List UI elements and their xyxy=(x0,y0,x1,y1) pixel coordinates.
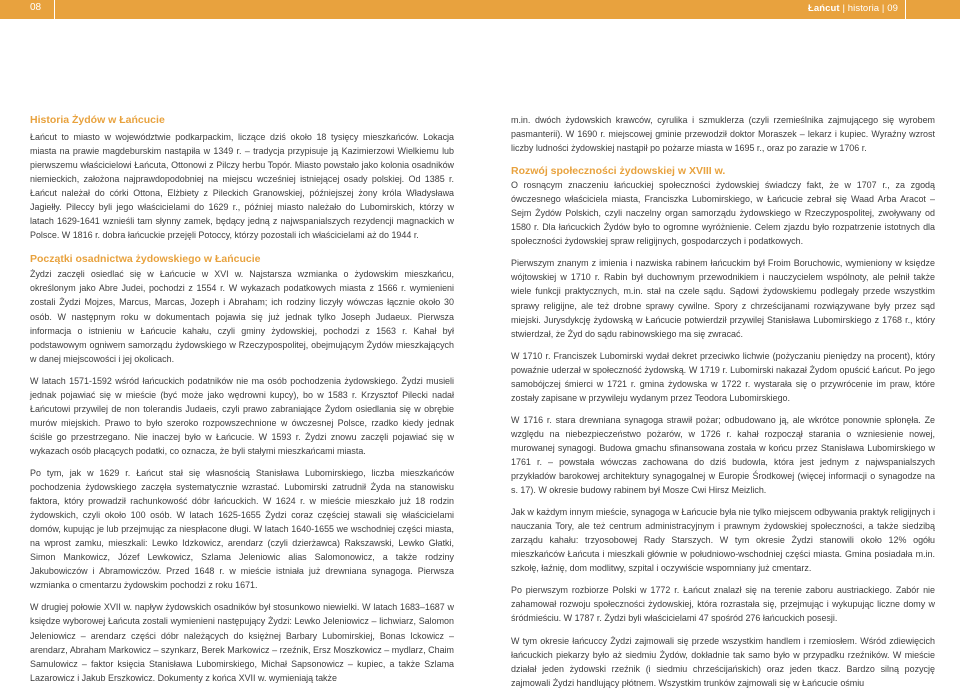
right-column xyxy=(511,113,935,690)
paragraph: Pierwszym znanym z imienia i nazwiska rabinem łańcuckim był Froim Boruchowic, wymieniony w księdze wójtowskiej w 1710 r. Rabin był duchownym przewodnikiem i nauczycielem wspólnoty, ale pełnił także wiele funkcji praktycznych, m.in. stał na czele sądu. Sądowi żydowskiemu podlegały przede wszystkim sprawy religijne, ale też drobne sprawy cywilne. Spory z chrześcijanami rozwiązywane były przez sąd miejski. Jurysdykcję żydowską w Łańcucie potwierdził przywilej Stanisława Lubomirskiego z 1768 r., który stwierdzał, że Żyd do sądu rabinowskiego ma się zwracać. xyxy=(511,258,935,339)
header-divider xyxy=(905,0,906,19)
paragraph: Po tym, jak w 1629 r. Łańcut stał się własnością Stanisława Lubomirskiego, liczba mieszkańców pochodzenia żydowskiego zaczęła systematycznie wzrastać. Lubomirski zatrudnił Żyda na stanowisku faktora, który prowadził rachunkowość dóbr łańcuckich. W 1624 r. w mieście mieszkało już 18 rodzin żydowskich, czyli około 100 osób. W latach 1625-1655 Żydzi coraz częściej stawali się właścicielami domów, kupując je lub przejmując za niespłacone długi. W latach 1640-1655 we wschodniej części miasta, na wprost zamku, mieszkali: Lewko Idzkowicz, arendarz (czyli dzierżawca) Rakszawski, Lewko Głatki, Simon Mankowicz, Józef Lewkowicz, Szlama Jeleniowic alias Salomonowicz, a także rodziny Jakubowiczów i Abramowiczów. Przed 1648 r. w mieście istniała już drewniana synagoga. Pierwsza wzmianka o cmentarzu żydowskim pochodzi z roku 1671. xyxy=(30,467,454,591)
paragraph: Po pierwszym rozbiorze Polski w 1772 r. Łańcut znalazł się na terenie zaboru austriackiego. Zabór nie zahamował rozwoju społeczności żydowskiej, która rozrastała się, przejmując i wykupując liczne domy w śródmieściu. W 1787 r. Żydzi byli właścicielami 47 spośród 276 łańcuckich posesji. xyxy=(511,585,935,624)
paragraph: W 1710 r. Franciszek Lubomirski wydał dekret przeciwko lichwie (pożyczaniu pieniędzy na procent), który powaźnie uderzał w społeczność żydowską. W 1719 r. Lubomirski nakazał Żydom opuścić Łańcut. Po jego samobójczej śmierci w 1721 r. gmina żydowska w 1722 r. wystarała się o przywrócenie im praw, które zostały zapisane w przywileju wydanym przez Teodora Lubomirskiego. xyxy=(511,350,935,403)
running-header-town: Łańcut xyxy=(807,3,840,14)
paragraph: Żydzi zaczęli osiedlać się w Łańcucie w XVI w. Najstarsza wzmianka o żydowskim mieszkańcu, określonym jako Abre Judei, pochodzi z 1554 r. W wykazach podatkowych miasta z 1566 r. wymienieni zostali Żydzi Mojzes, Marcus, Marcas, Jozeph i Abraham; ich rodziny liczyły wówczas łącznie około 30 osób. W następnym roku w dokumentach pojawia się już jednak tylko Joseph Judaeux. Pierwsza informacja o istnieniu w Łańcucie kahału, czyli gminy żydowskiej, pochodzi z 1563 r. Kahał był podstawowym ogniwem samorządu żydowskiego w Rzeczypospolitej, obejmującym Żydów mieszkających w danej miejscowości i jej okolicach. xyxy=(30,269,454,364)
section-heading-history: Historia Żydów w Łańcucie xyxy=(30,114,165,126)
paragraph: m.in. dwóch żydowskich krawców, cyrulika i szmuklerza (czyli rzemieślnika zajmującego się wyrobem pasmanterii). W 1690 r. miejscowej gminie przewodził doktor Moraszek – lekarz i kupiec. Wyraźny wzrost liczby ludności żydowskiej nastąpił po pożarze miasta w 1695 r., oraz po zarazie w 1706 r. xyxy=(511,115,935,154)
paragraph: Jak w każdym innym mieście, synagoga w Łańcucie była nie tylko miejscem odbywania praktyk religijnych i nauczania Tory, ale też centrum administracyjnym i prawnym żydowskiej społeczności, a także siedzibą zarządu kahału: trzyosobowej Rady Starszych. W tym okresie Żydzi stanowili około 12% ogółu mieszkańców Łańcuta i mieszkali głównie w południowo-wschodniej części miasta. Gmina posiadała m.in. szkołę, łaźnię, dom modlitwy, szpital i oczywiście wspomniany już cmentarz. xyxy=(511,507,935,574)
paragraph: Łańcut to miasto w województwie podkarpackim, liczące dziś około 18 tysięcy mieszkańców. Lokacja miasta na prawie magdeburskim nastąpiła w 1349 r. – tradycja przypisuje ją Kazimierzowi Wielkiemu lub pierwszemu właścicielowi Łańcuta, Ottonowi z Pilczy herbu Topór. Miasto powstało jako kolonia osadników niemieckich, założona najprawdopodobniej na miejscu wcześniej istniejącej osady polskiej. Od 1385 r. Łańcut należał do córki Ottona, Elżbiety z Pileckich Granowskiej, późniejszej żony króla Władysława Jagiełły. Pileccy byli jego właścicielami do 1629 r., później miasto należało do Lubomirskich, którzy w latach 1629-1641 wznieśli tam słynny zamek, będący jedną z najwspanialszych rezydencji magnackich w Polsce. W 1816 r. dobra łańcuckie przejęli Potoccy, którzy pozostali ich właścicielami aż do 1944 r. xyxy=(30,132,454,241)
section-heading-beginnings: Początki osadnictwa żydowskiego w Łańcucie xyxy=(30,253,261,266)
running-header-section: | historia | 09 xyxy=(839,3,898,14)
paragraph: W latach 1571-1592 wśród łańcuckich podatników nie ma osób pochodzenia żydowskiego. Żydzi musieli jednak pojawiać się w mieście (być może jako wędrowni kupcy), bo w 1583 r. Krzysztof Pilecki nadał Łańcutowi przywilej de non tolerandis Judaeis, czyli prawo zabraniające Żydom osiedlania się w obrębie murów miejskich. Prawo to było szeroko rozpowszechnione w ówczesnej Polsce, rzadko kiedy jednak ściśle go przestrzegano. Nie inaczej było w Łańcucie. W 1593 r. Żydzi znowu zaczęli pojawiać się w wykazach osób płacących podatki, co oznacza, że byli stałymi mieszkańcami miasta. xyxy=(30,375,454,456)
page-header-bar xyxy=(0,0,960,19)
section-heading-18th-century: Rozwój społeczności żydowskiej w XVIII w. xyxy=(511,165,726,178)
running-header xyxy=(808,3,898,14)
header-divider xyxy=(54,0,55,19)
left-column xyxy=(30,113,454,685)
paragraph: W 1716 r. stara drewniana synagoga strawił pożar; odbudowano ją, ale wkrótce ponownie spłonęła. Ze względu na niebezpieczeństwo pożarów, w 1726 r. kahał rozpoczął starania o wzniesienie nowej, murowanej synagogi. Budowa gmachu sfinansowana została w końcu przez Stanisława Lubomirskiego w 1761 r. – powstała wówczas zachowana do dziś budowla, która jest jednym z najwspanialszych przykładów barokowej architektury synagogalnej w Europie Środkowej (więcej informacji o synagodze na s. 17). W okresie budowy rabinem był Mosze Cwi Hirsz Meizlich. xyxy=(511,414,935,496)
paragraph: W drugiej połowie XVII w. napływ żydowskich osadników był stosunkowo niewielki. W latach 1683–1687 w księdze wyborowej Łańcuta zostali wymienieni następujący Żydzi: Lewko Jeleniowicz – lichwiarz, Salomon Jeleniowicz – arendarz części dóbr należących do księżnej Barbary Lubomirskiej, Bonas Ickowicz – arendarz, Abraham Markowicz – szynkarz, Berek Markowicz – rzeźnik, Ersz Moszkowicz – mydlarz, Chaim Samulowicz – faktor księcia Stanisława Lubomirskiego, Michał Sapsonowicz – kupiec, a także Szlama Lazarowicz i Jakub Erszkowicz. Dokumenty z końca XVII w. wymieniają także xyxy=(30,602,454,683)
paragraph: O rosnącym znaczeniu łańcuckiej społeczności żydowskiej świadczy fakt, że w 1707 r., za zgodą ówczesnego właściciela miasta, Franciszka Lubomirskiego, w Łańcucie zebrał się Waad Arba Aracot – Sejm Żydów Polskich, czyli naczelny organ samorządu żydowskiego w Rzeczypospolitej, zwoływany od 1580 r. Dla łańcuckich Żydów było to ogromne wyróżnienie. Celem zjazdu było rozpatrzenie istotnych dla społeczności żydowskiej spraw religijnych, gospodarczych i podatkowych. xyxy=(511,180,935,247)
paragraph: W tym okresie łańcuccy Żydzi zajmowali się przede wszystkim handlem i rzemiosłem. Wśród zdiewięcich łańcuckich piekarzy było aż siedmiu Żydów, dokładnie tak samo było w przypadku rzeźników. W mieście działał jeden żydowski rzeźnik (i siedmiu chrześcijańskich) oraz jeden tkacz. Bardzo silną pozycję zajmowali Żydzi handlujący płótnem. Wszystkim trunków zajmowali się w Łańcucie ośmiu xyxy=(511,635,935,688)
page-number-left: 08 xyxy=(30,2,42,13)
